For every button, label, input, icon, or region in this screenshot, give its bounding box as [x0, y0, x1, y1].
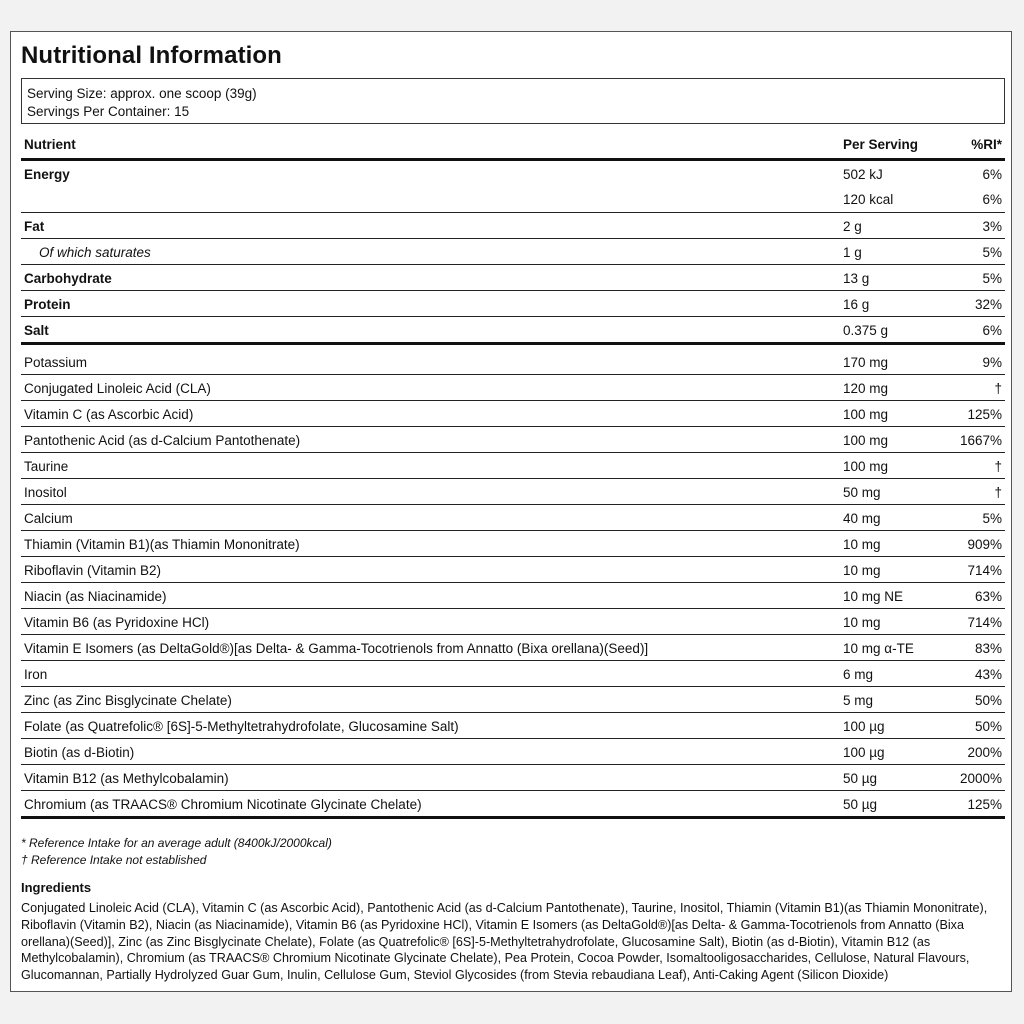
nutrient-value: 0.375 g — [843, 323, 889, 338]
table-row — [21, 531, 1005, 557]
nutrient-value: 100 mg — [843, 459, 889, 474]
table-row — [21, 401, 1005, 427]
table-row — [21, 609, 1005, 635]
serving-info-box — [21, 78, 1005, 124]
nutrient-ri: † — [994, 381, 1002, 396]
footnote-reference: * Reference Intake for an average adult (8400kJ/2000kcal) — [21, 836, 332, 850]
nutrient-ri: 125% — [967, 797, 1002, 812]
nutrient-name: Energy — [24, 167, 70, 182]
nutrient-name: Folate (as Quatrefolic® [6S]-5-Methyltetrahydrofolate, Glucosamine Salt) — [24, 719, 459, 734]
table-row — [21, 427, 1005, 453]
nutrient-ri: 9% — [982, 355, 1002, 370]
nutrient-value: 50 µg — [843, 771, 878, 786]
nutrient-ri: 50% — [974, 719, 1002, 734]
table-row — [21, 791, 1005, 819]
table-row — [21, 557, 1005, 583]
nutrient-name: Pantothenic Acid (as d-Calcium Pantothenate) — [24, 433, 301, 448]
nutrition-panel — [10, 31, 1012, 992]
nutrient-name: Protein — [24, 297, 71, 312]
table-row — [21, 291, 1005, 317]
table-row — [21, 765, 1005, 791]
nutrient-value: 50 mg — [843, 485, 881, 500]
table-row-energy — [21, 161, 1005, 213]
table-row — [21, 583, 1005, 609]
nutrient-name: Riboflavin (Vitamin B2) — [24, 563, 162, 578]
nutrient-name: Taurine — [24, 459, 69, 474]
nutrient-value: 120 kcal — [843, 192, 894, 207]
nutrient-ri: 2000% — [959, 771, 1002, 786]
nutrient-name: Niacin (as Niacinamide) — [24, 589, 167, 604]
servings-per-container: Servings Per Container: 15 — [27, 104, 190, 119]
table-row — [21, 375, 1005, 401]
nutrient-name: Conjugated Linoleic Acid (CLA) — [24, 381, 211, 396]
nutrient-ri: 6% — [982, 323, 1002, 338]
nutrient-ri: 5% — [982, 511, 1002, 526]
ingredients-heading: Ingredients — [21, 880, 92, 895]
nutrient-name: Iron — [24, 667, 48, 682]
table-row — [21, 345, 1005, 375]
ingredients-text: Conjugated Linoleic Acid (CLA), Vitamin C (as Ascorbic Acid), Pantothenic Acid (as d-Calcium Pantothenate), Taurine, Inositol, Thiamin (Vitamin B1)(as Thiamin Mononitrate), Riboflavin (Vitamin B2), Niacin (as Niacinamide), Vitamin B6 (as Pyridoxine HCl), Vitamin E Isomers (as DeltaGold®)[as Delta- & Gamma-Tocotrienols from Annatto (Bixa orellana)(Seed)], Zinc (as Zinc Bisglycinate Chelate), Folate (as Quatrefolic® [6S]-5-Methyltetrahydrofolate, Glucosamine Salt), Biotin (as d-Biotin), Vitamin B12 (as Methylcobalamin), Chromium (as TRAACS® Chromium Nicotinate Glycinate Chelate), Pea Protein, Cocoa Powder, Isomaltooligosaccharides, Cellulose, Natural Flavours, Glucomannan, Partially Hydrolyzed Guar Gum, Inulin, Cellulose Gum, Steviol Glycosides (from Stevia rebaudiana Leaf), Anti-Caking Agent (Silicon Dioxide) — [21, 901, 988, 983]
table-header — [21, 134, 1005, 161]
nutrient-ri: 909% — [967, 537, 1002, 552]
nutrient-ri: 5% — [982, 271, 1002, 286]
serving-size: Serving Size: approx. one scoop (39g) — [27, 86, 257, 101]
nutrient-ri: 714% — [967, 563, 1002, 578]
nutrient-ri: 63% — [974, 589, 1002, 604]
nutrient-ri: 50% — [974, 693, 1002, 708]
micronutrient-rows — [21, 345, 1005, 819]
nutrient-ri: 83% — [974, 641, 1002, 656]
table-row — [21, 213, 1005, 239]
table-row — [21, 479, 1005, 505]
nutrient-name: Vitamin C (as Ascorbic Acid) — [24, 407, 194, 422]
nutrient-ri: † — [994, 459, 1002, 474]
nutrient-name: Carbohydrate — [24, 271, 112, 286]
nutrient-name: Vitamin B12 (as Methylcobalamin) — [24, 771, 229, 786]
nutrient-value: 100 µg — [843, 745, 885, 760]
nutrient-value: 2 g — [843, 219, 862, 234]
nutrient-name: Fat — [24, 219, 45, 234]
nutrient-value: 502 kJ — [843, 167, 883, 182]
nutrient-ri: † — [994, 485, 1002, 500]
table-row — [21, 453, 1005, 479]
nutrient-value: 10 mg — [843, 563, 881, 578]
table-row — [21, 635, 1005, 661]
nutrient-value: 6 mg — [843, 667, 874, 682]
nutrient-name: Calcium — [24, 511, 73, 526]
table-row — [21, 661, 1005, 687]
nutrient-value: 10 mg — [843, 537, 881, 552]
nutrient-name: Vitamin E Isomers (as DeltaGold®)[as Delta- & Gamma-Tocotrienols from Annatto (Bixa orellana)(Seed)] — [24, 641, 649, 656]
table-row — [21, 739, 1005, 765]
nutrient-name: Inositol — [24, 485, 67, 500]
nutrient-name: Of which saturates — [39, 245, 151, 260]
table-row — [21, 505, 1005, 531]
nutrient-name: Chromium (as TRAACS® Chromium Nicotinate Glycinate Chelate) — [24, 797, 422, 812]
nutrient-value: 100 mg — [843, 407, 889, 422]
nutrient-value: 100 mg — [843, 433, 889, 448]
table-row — [21, 713, 1005, 739]
nutrient-ri: 714% — [967, 615, 1002, 630]
nutrient-value: 1 g — [843, 245, 862, 260]
nutrient-ri: 43% — [974, 667, 1002, 682]
nutrient-value: 13 g — [843, 271, 870, 286]
nutrient-ri: 6% — [982, 192, 1002, 207]
nutrient-value: 5 mg — [843, 693, 874, 708]
nutrient-name: Salt — [24, 323, 49, 338]
nutrient-name: Potassium — [24, 355, 88, 370]
nutrient-value: 10 mg NE — [843, 589, 904, 604]
nutrient-value: 100 µg — [843, 719, 885, 734]
nutrient-ri: 125% — [967, 407, 1002, 422]
header-per-serving: Per Serving — [843, 137, 919, 152]
nutrient-value: 120 mg — [843, 381, 889, 396]
nutrient-name: Vitamin B6 (as Pyridoxine HCl) — [24, 615, 210, 630]
nutrient-ri: 1667% — [959, 433, 1002, 448]
nutrient-table — [21, 161, 1005, 819]
nutrient-value: 170 mg — [843, 355, 889, 370]
nutrient-ri: 3% — [982, 219, 1002, 234]
nutrient-ri: 6% — [982, 167, 1002, 182]
nutrient-name: Thiamin (Vitamin B1)(as Thiamin Mononitrate) — [24, 537, 300, 552]
table-row — [21, 687, 1005, 713]
nutrient-value: 40 mg — [843, 511, 881, 526]
header-nutrient: Nutrient — [24, 137, 76, 152]
header-ri: %RI* — [971, 137, 1002, 152]
footnotes — [21, 835, 332, 869]
nutrient-ri: 200% — [967, 745, 1002, 760]
table-row — [21, 265, 1005, 291]
nutrient-name: Biotin (as d-Biotin) — [24, 745, 135, 760]
nutrient-ri: 5% — [982, 245, 1002, 260]
footnote-not-established: † Reference Intake not established — [21, 853, 207, 867]
nutrient-ri: 32% — [974, 297, 1002, 312]
nutrient-value: 10 mg — [843, 615, 881, 630]
nutrient-name: Zinc (as Zinc Bisglycinate Chelate) — [24, 693, 232, 708]
nutrient-value: 10 mg α-TE — [843, 641, 914, 656]
nutrient-value: 50 µg — [843, 797, 878, 812]
nutrient-value: 16 g — [843, 297, 870, 312]
table-row — [21, 239, 1005, 265]
table-row — [21, 317, 1005, 345]
page-title: Nutritional Information — [21, 42, 282, 69]
